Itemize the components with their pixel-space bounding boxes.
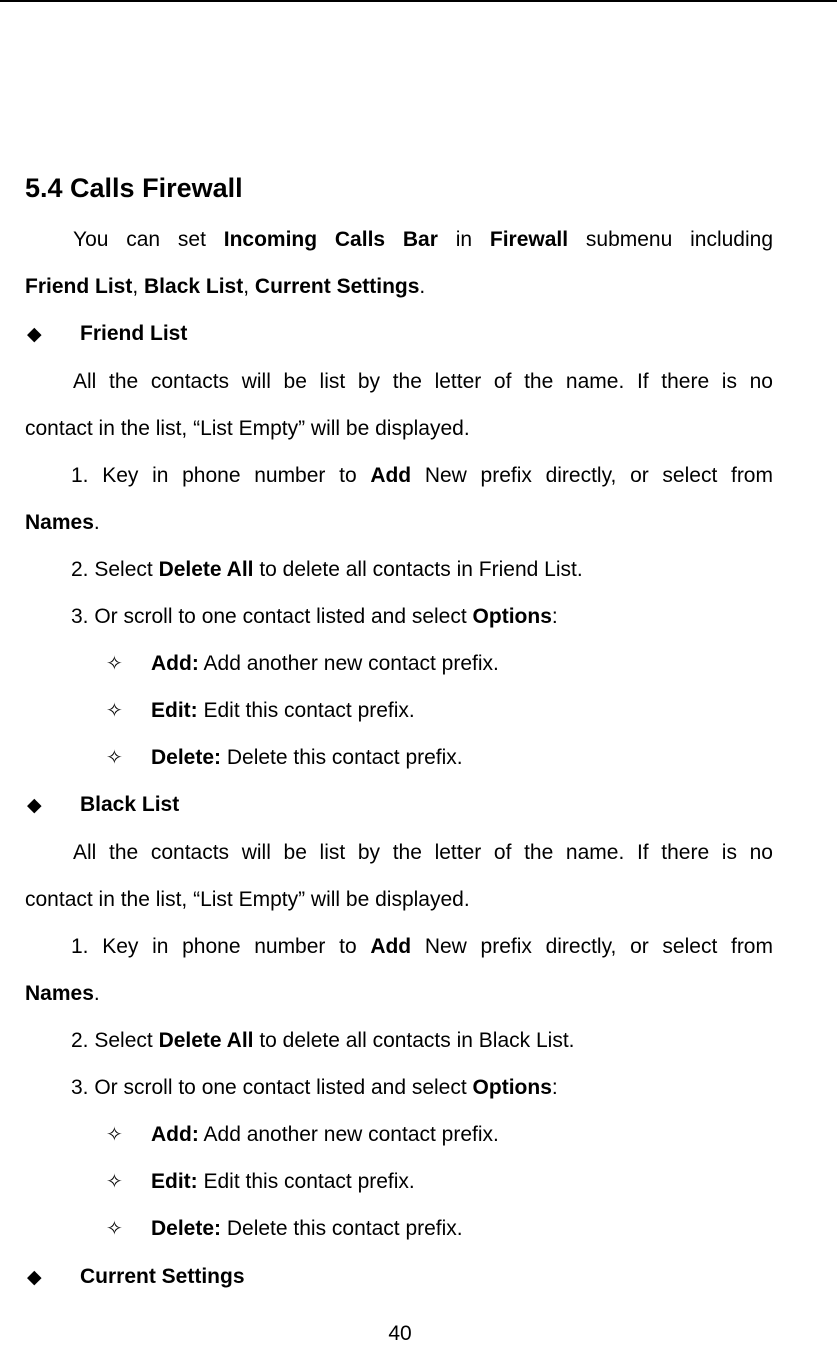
friend-step-3: 3. Or scroll to one contact listed and select Options: [71,605,558,628]
friend-option-add: Add: Add another new contact prefix. [151,652,499,675]
friend-option-delete: Delete: Delete this contact prefix. [151,746,463,769]
friend-desc-line-2: contact in the list, “List Empty” will be displayed. [25,417,470,440]
top-rule [0,0,837,2]
diamond-bullet-icon: ◆ [27,324,42,345]
friend-option-edit: Edit: Edit this contact prefix. [151,699,415,722]
page-number: 40 [388,1322,412,1345]
friend-step-1-cont: Names. [25,511,100,534]
black-option-add: Add: Add another new contact prefix. [151,1123,499,1146]
black-step-1: 1. Key in phone number to Add New prefix directly, or select from [71,935,773,958]
friend-desc-line-1: All the contacts will be list by the letter of the name. If there is no [73,370,773,393]
black-step-2: 2. Select Delete All to delete all contacts in Black List. [71,1029,575,1052]
black-desc-line-1: All the contacts will be list by the letter of the name. If there is no [73,841,773,864]
star-bullet-icon: ✧ [106,1218,123,1240]
star-bullet-icon: ✧ [106,1124,123,1146]
black-list-title: Black List [80,793,180,816]
intro-line-1: You can set Incoming Calls Bar in Firewall submenu including [73,228,773,251]
star-bullet-icon: ✧ [106,653,123,675]
star-bullet-icon: ✧ [106,747,123,769]
section-heading: 5.4 Calls Firewall [25,173,243,203]
black-step-1-cont: Names. [25,982,100,1005]
friend-step-2: 2. Select Delete All to delete all contacts in Friend List. [71,558,583,581]
friend-step-1: 1. Key in phone number to Add New prefix directly, or select from [71,464,773,487]
diamond-bullet-icon: ◆ [27,1267,42,1288]
black-step-3: 3. Or scroll to one contact listed and select Options: [71,1076,558,1099]
black-option-delete: Delete: Delete this contact prefix. [151,1217,463,1240]
star-bullet-icon: ✧ [106,1171,123,1193]
black-desc-line-2: contact in the list, “List Empty” will be displayed. [25,888,470,911]
friend-list-title: Friend List [80,322,188,345]
current-settings-title: Current Settings [80,1265,245,1288]
star-bullet-icon: ✧ [106,700,123,722]
diamond-bullet-icon: ◆ [27,795,42,816]
intro-line-2: Friend List, Black List, Current Settings. [25,275,426,298]
black-option-edit: Edit: Edit this contact prefix. [151,1170,415,1193]
